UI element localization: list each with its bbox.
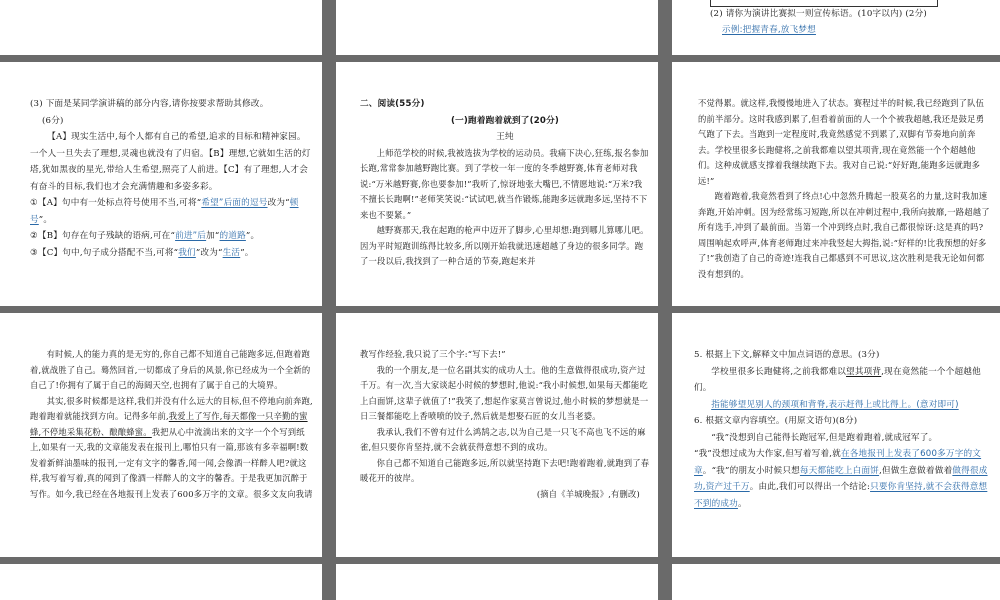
dotted-word: 望其项背 (846, 366, 882, 377)
underlined-sentence: 我爱上了写作,每天都像一只辛勤的蜜蜂,不停地采集花粉、酿酿蜂蜜。 (30, 411, 308, 437)
article-paragraph-writing: 其实,很多时候都是这样,我们并没有什么远大的目标,但不停地向前奔跑,跑着跑着就能找到方向。记得多年前,我爱上了写作,每天都像一只辛勤的蜜蜂,不停地采集花粉、酿酿蜂蜜。我把从心中流淌出来的文字一个个写到纸上,如果有一天,我的文章能发表在报刊上,哪怕只有一篇,那该有多幸福啊!数发着新鲜油墨味的报刊,一定有文字的馨香,闻一闻,会像酒一样醉人吧?就这样,我写着写着,真的闻到了像酒一样醉人的文字的馨香。于是我更加沉醉于写作。如今,我已经在各地报刊上发表了600多万字的文章。很多文友向我请 (30, 395, 313, 499)
article-continued-2: 跑着跑着,我竟然看到了终点!心中忽然升腾起一股莫名的力量,这时我加速奔跑,开始冲刺。因为经常练习短跑,所以在冲刺过程中,我所向披靡,一路超越了所有选手,冲到了最前面。当第一个冲到终点时,我自己都很惊讶:这是真的吗?周围响起欢呼声,体育老师跑过来冲我竖起大拇指,说:“好样的!比我预想的好多了!”我创造了自己的奇迹!连我自己都感到不可思议,这次胜利是我无论如何都没有想到的。 (698, 191, 990, 279)
article-paragraph-friend: 我的一个朋友,是一位名副其实的成功人士。他的生意做得很成功,资产过千万。有一次,当大家谈起小时候的梦想时,他说:“我小时候想,如果每天都能吃上白面饼,这辈子就值了!”我笑了,想起作家莫言曾说过,他小时候的梦想就是一日三餐都能吃上香喷喷的饺子,然后就是想娶石匠的女儿当老婆。 (360, 364, 649, 421)
article-paragraph-ability: 有时候,人的能力真的是无穷的,你自己都不知道自己能跑多远,但跑着跑着,就战胜了自己。蓦然回首,一切都成了身后的风景,你已经成为一个全新的自己了!你拥有了属于自己的海阔天空,也拥有了属于自己的大境界。 (30, 349, 311, 390)
article-title: (一)跑着跑着就到了(20分) (450, 115, 559, 126)
page-center-bottom (336, 313, 658, 557)
question-3-score: (6分) (42, 115, 64, 126)
question-3-item-2: ②【B】句存在句子残缺的语病,可在“前进”后加“的道路”。 (30, 231, 260, 241)
article-paragraph-1: 上师范学校的时候,我被选拔为学校的运动员。我痛下决心,狂练,报名参加长跑,常常参加越野跑比赛。到了学校一年一度的冬季越野赛,体育老师对我说:“万米越野赛,你也要参加!”我听了,惊讶地张大嘴巴,不情愿地说:“万米?我不擅长长跑啊!”老师笑笑说:“试试吧,就当作锻炼,能跑多远就跑多远,坚持不下来也不要紧。” (360, 147, 649, 220)
question-2-answer: 示例:把握青春,放飞梦想 (722, 25, 816, 35)
article-source: (摘自《羊城晚报》,有删改) (536, 488, 640, 499)
item-2-answer-a: 前进”后 (175, 231, 207, 241)
q6-answer-2: 每天都能吃上白面饼 (799, 465, 880, 476)
page-bottom-center (336, 564, 658, 600)
page-bottom-right (672, 564, 1000, 600)
article-paragraph-sparrow: 我承认,我们不曾有过什么鸿鹄之志,以为自己是一只飞不高也飞不远的麻雀,但只要你肯坚持,就不会就获得意想不到的成功。 (360, 426, 646, 452)
page-left-mid (0, 62, 322, 306)
item-3-answer-a: 我们 (178, 247, 196, 258)
question-6-heading: 6. 根据文章内容填空。(用原文语句)(8分) (694, 416, 858, 426)
question-6-line-1: “我”没想到自己能得长跑冠军,但是跑着跑着,就成冠军了。 (711, 432, 938, 443)
article-paragraph-advice: 教写作经验,我只说了三个字:“写下去!” (360, 349, 506, 359)
page-top-left (0, 0, 322, 55)
page-top-right (672, 0, 1000, 55)
page-center-mid (336, 62, 658, 306)
speech-passage: 【A】现实生活中,每个人都有自己的希望,追求的目标和精神家园。一个人一旦失去了理想,灵魂也就没有了归宿。【B】理想,它就如生活的灯塔,犹如黑夜的星光,带给人生希望,照亮了人前进。【C】有了理想,人才会有奋斗的目标,我们也才会充满情趣和多姿多彩。 (30, 132, 311, 192)
article-continued-1: 不觉得累。就这样,我慢慢地进入了状态。赛程过半的时候,我已经跑到了队伍的前半部分。这时我感到累了,但看着前面的人一个个被我超越,我还是鼓足勇气跑了下去。当跑到一定程度时,我竟然感觉不到累了,双脚有节奏地向前奔去。学校里很多长跑健将,之前我都难以望其项背,现在竟然能一个个超越他们。这种成就感支撑着我继续跑下去。我对自己说:“好好跑,能跑多远就跑多远!” (698, 98, 985, 186)
question-5-answer: 指能够望见别人的颈项和背脊,表示赶得上或比得上。(意对即可) (711, 399, 959, 410)
item-2-answer-b: 的道路 (219, 231, 246, 241)
question-5-sentence: 学校里很多长跑健将,之前我都难以望其项背,现在竟然能一个个超越他们。 (694, 366, 981, 393)
item-3-answer-b: 生活 (222, 247, 241, 258)
page-top-center (336, 0, 658, 55)
q6-answer-3: 做得很成功,资产过千万 (694, 465, 988, 492)
article-author: 王纯 (496, 132, 514, 142)
item-1-answer-a: 希望”后面的逗号 (201, 198, 268, 208)
section-heading: 二、阅读(55分) (360, 99, 425, 109)
page-left-bottom (0, 313, 322, 557)
question-6-fill: “我”没想过成为大作家,但写着写着,就在各地报刊上发表了600多万字的文章。“我”的朋友小时候只想每天都能吃上白面饼,但做生意做着做着做得很成功,资产过千万。由此,我们可以得出一个结论:只要你肯坚持,就不会获得意想不到的成功。 (694, 449, 988, 509)
q6-answer-4: 只要你肯坚持,就不会获得意想不到的成功 (694, 482, 988, 509)
q6-answer-1: 在各地报刊上发表了600多万字的文章 (694, 449, 982, 476)
question-3-item-1: ①【A】句中有一处标点符号使用不当,可将“希望”后面的逗号改为“顿号”。 (30, 198, 299, 225)
question-5-heading: 5. 根据上下文,解释文中加点词语的意思。(3分) (694, 350, 880, 360)
question-3-heading: (3) 下面是某同学演讲稿的部分内容,请你按要求帮助其修改。 (30, 99, 269, 109)
question-2: (2) 请你为演讲比赛拟一则宣传标语。(10字以内) (2分) (710, 9, 927, 19)
question-3-item-3: ③【C】句中,句子成分搭配不当,可将“我们”改为“生活”。 (30, 247, 254, 258)
article-paragraph-2: 越野赛那天,我在起跑的枪声中迈开了脚步,心里却想:跑到哪儿算哪儿吧。因为平时短跑训练得比较多,所以刚开始我就迅速超越了身边的很多同学。跑了一段以后,我找到了一种合适的节奏,跑起来并 (360, 225, 649, 266)
page-bottom-left (0, 564, 322, 600)
page-right-bottom (672, 313, 1000, 557)
page-right-mid (672, 62, 1000, 306)
item-1-answer-b: 顿号 (30, 198, 299, 225)
article-paragraph-ending: 你自己都不知道自己能跑多远,所以就坚持跑下去吧!跑着跑着,就跑到了春暖花开的彼岸。 (360, 457, 650, 483)
